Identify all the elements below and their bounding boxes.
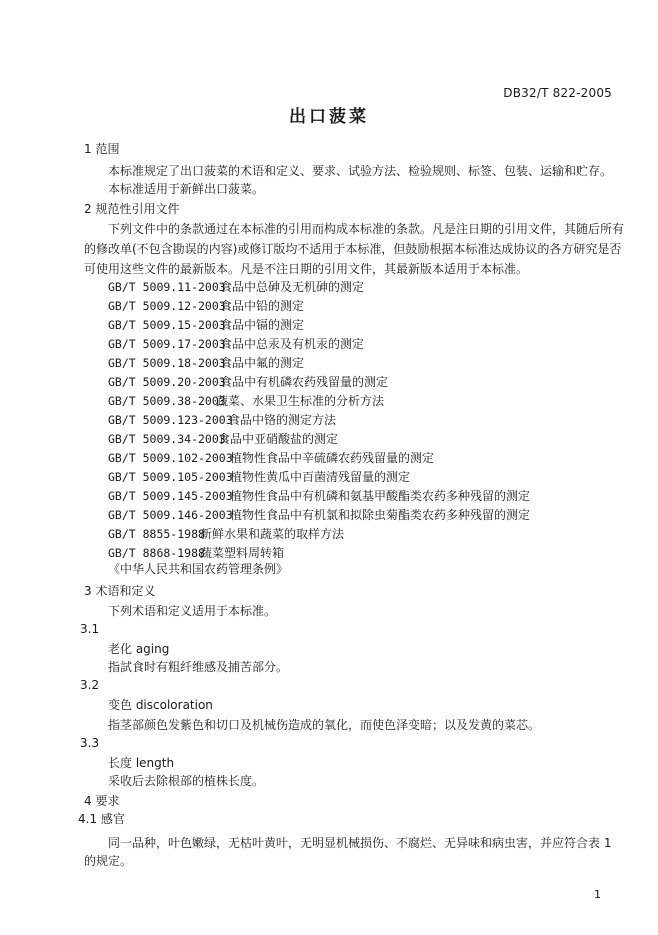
reference-code: GB/T 5009.12-2003 (108, 299, 226, 313)
reference-code: GB/T 5009.123-2003 (108, 413, 233, 427)
section-3-intro: 下列术语和定义适用于本标准。 (108, 604, 277, 618)
section-2-intro-line-2: 的修改单(不包含勘误的内容)或修订版均不适用于本标准，但鼓励根据本标准达成协议的各方研究是否 (84, 242, 622, 256)
term-3-2-name: 变色 discoloration (108, 698, 213, 712)
reference-title: 食品中有机磷农药残留量的测定 (220, 375, 389, 389)
term-3-1-definition: 指試食时有粗纤维感及捕苦部分。 (108, 660, 289, 674)
page-number: 1 (594, 888, 601, 901)
section-1-heading: 1 范围 (84, 142, 120, 156)
reference-title: 食品中氟的测定 (220, 356, 305, 370)
section-4-1-paragraph-line-2: 的规定。 (84, 854, 133, 868)
document-title: 出口菠菜 (289, 107, 369, 127)
reference-title: 植物性食品中辛硫磷农药残留量的测定 (230, 451, 435, 465)
term-3-3-number: 3.3 (80, 736, 100, 750)
term-3-2-definition: 指茎部颜色发紫色和切口及机械伤造成的氧化，而使色泽变暗；以及发黄的菜芯。 (108, 718, 541, 732)
reference-title: 食品中总砷及无机砷的测定 (220, 280, 365, 294)
reference-title: 食品中亚硝酸盐的测定 (218, 432, 339, 446)
reference-title: 食品中总汞及有机汞的测定 (220, 337, 365, 351)
reference-title: 蔬菜、水果卫生标准的分析方法 (216, 394, 385, 408)
reference-code: GB/T 5009.105-2003 (108, 470, 233, 484)
term-3-1-number: 3.1 (80, 622, 100, 636)
reference-title: 植物性黄瓜中百菌清残留量的测定 (230, 470, 411, 484)
reference-code: GB/T 5009.102-2003 (108, 451, 233, 465)
section-1-paragraph-1: 本标准规定了出口菠菜的术语和定义、要求、试验方法、检验规则、标签、包装、运输和贮存。 (108, 164, 613, 178)
reference-title: 食品中镉的测定 (220, 318, 305, 332)
reference-code: GB/T 5009.11-2003 (108, 280, 226, 294)
reference-title: 食品中铅的测定 (220, 299, 305, 313)
reference-title: 蔬菜塑料周转箱 (200, 546, 285, 560)
section-2-intro-line-3: 可使用这些文件的最新版本。凡是不注日期的引用文件，其最新版本适用于本标准。 (84, 262, 529, 276)
reference-title: 植物性食品中有机氯和拟除虫菊酯类农药多种残留的测定 (230, 508, 531, 522)
term-3-2-number: 3.2 (80, 678, 100, 692)
reference-title: 植物性食品中有机磷和氨基甲酸酯类农药多种残留的测定 (230, 489, 531, 503)
section-4-1-heading: 4.1 感官 (78, 812, 125, 826)
reference-title: 新鲜水果和蔬菜的取样方法 (200, 527, 345, 541)
reference-code: GB/T 8868-1988 (108, 546, 205, 560)
reference-title: 食品中铬的测定方法 (228, 413, 337, 427)
reference-code: GB/T 5009.146-2003 (108, 508, 233, 522)
reference-code: GB/T 5009.38-2003 (108, 394, 226, 408)
reference-code: GB/T 5009.20-2003 (108, 375, 226, 389)
standard-code: DB32/T 822-2005 (503, 86, 612, 100)
reference-code: GB/T 8855-1988 (108, 527, 205, 541)
section-3-heading: 3 术语和定义 (84, 584, 156, 598)
reference-code: GB/T 5009.34-2003 (108, 432, 226, 446)
reference-code: GB/T 5009.17-2003 (108, 337, 226, 351)
reference-code: GB/T 5009.18-2003 (108, 356, 226, 370)
section-4-heading: 4 要求 (84, 794, 120, 808)
regulation-reference: 《中华人民共和国农药管理条例》 (108, 562, 289, 576)
section-1-paragraph-2: 本标准适用于新鲜出口菠菜。 (108, 182, 265, 196)
term-3-1-name: 老化 aging (108, 642, 170, 656)
reference-code: GB/T 5009.145-2003 (108, 489, 233, 503)
section-2-heading: 2 规范性引用文件 (84, 202, 180, 216)
section-2-intro-line-1: 下列文件中的条款通过在本标准的引用而构成本标准的条款。凡是注日期的引用文件，其随后所有 (108, 222, 625, 236)
term-3-3-name: 长度 length (108, 756, 175, 770)
section-4-1-paragraph-line-1: 同一品种，叶色嫩绿，无枯叶黄叶，无明显机械损伤、不腐烂、无异味和病虫害，并应符合表 1 (108, 836, 612, 850)
term-3-3-definition: 采收后去除根部的植株长度。 (108, 774, 265, 788)
reference-code: GB/T 5009.15-2003 (108, 318, 226, 332)
